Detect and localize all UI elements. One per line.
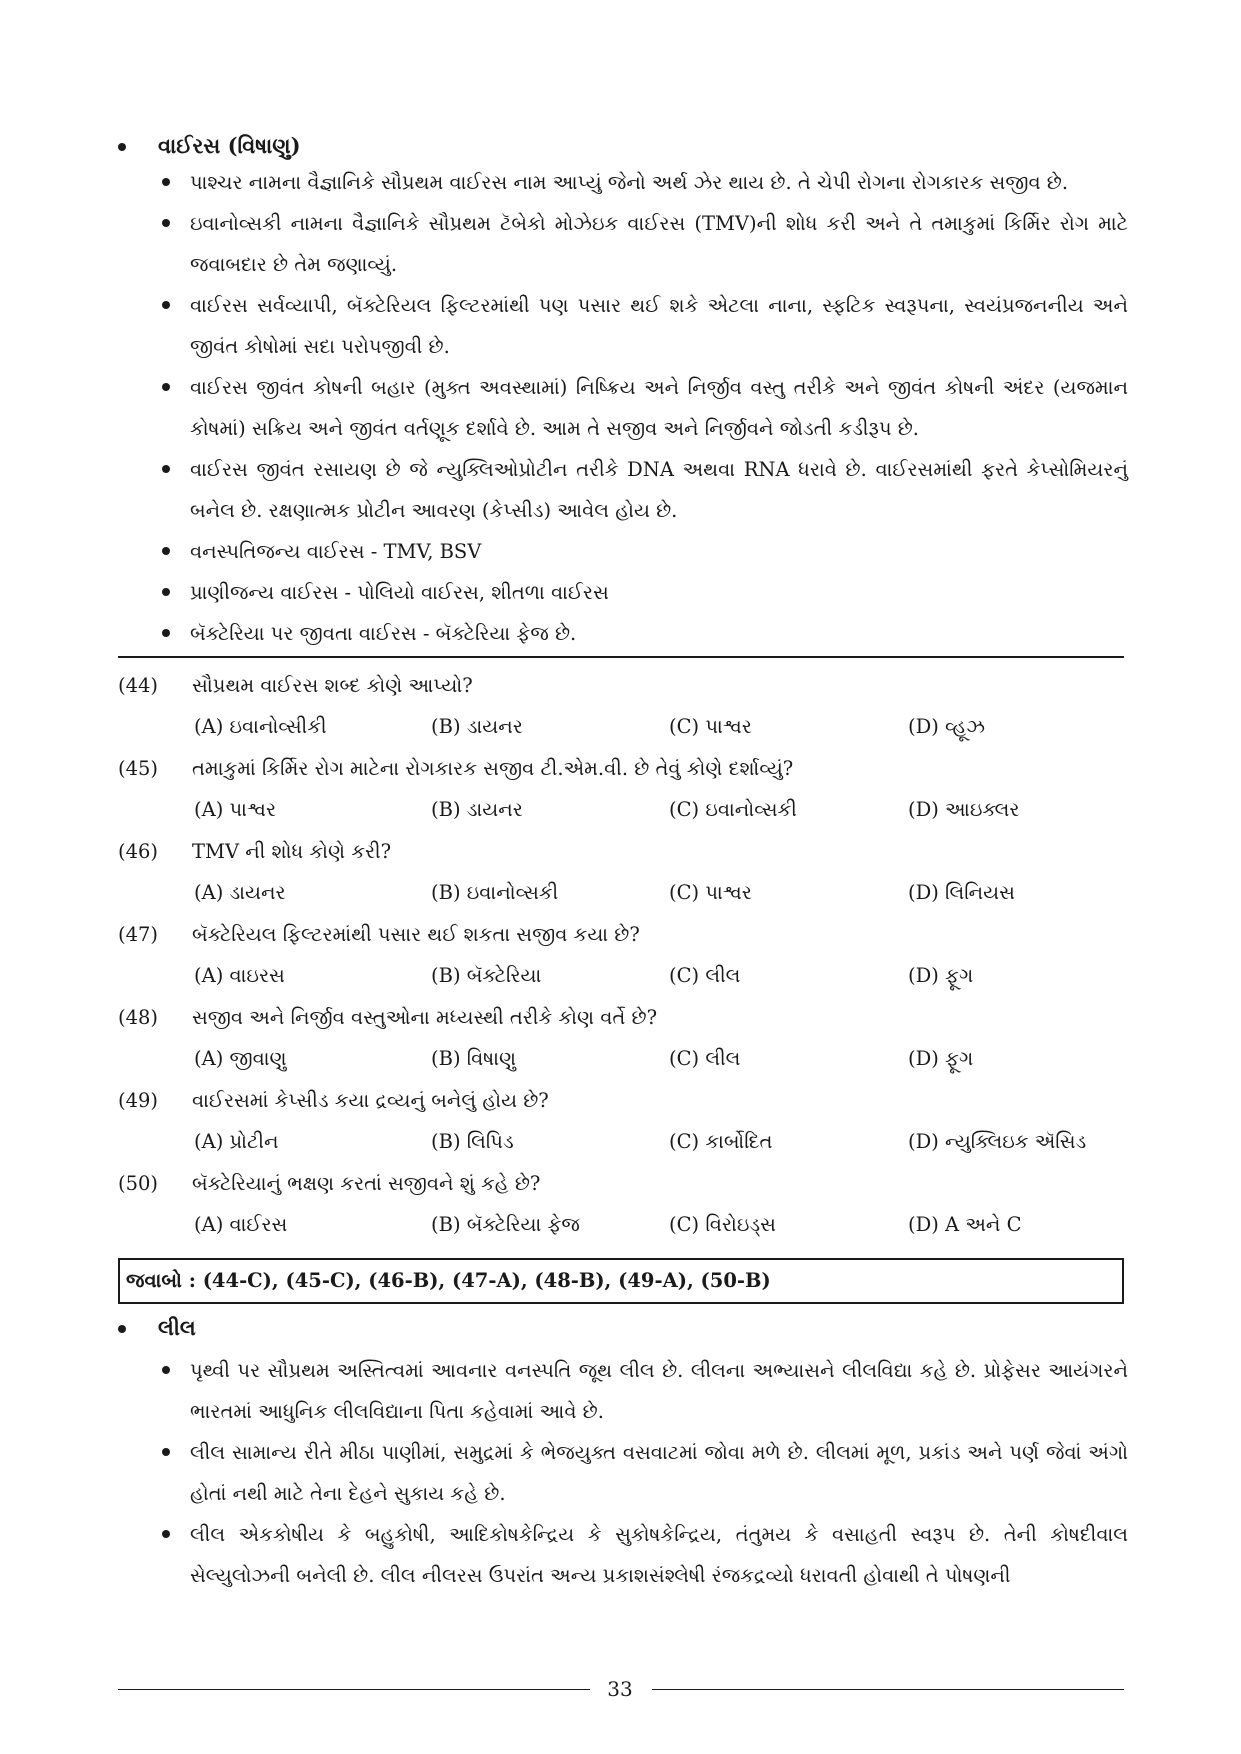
question-47 — [118, 917, 1128, 1000]
bullet-icon — [162, 588, 170, 596]
list-item: વનસ્પતિજન્ય વાઈરસ - TMV, BSV — [160, 531, 1128, 572]
option-d: (D) વ્હૂઝ — [908, 715, 986, 738]
list-item: વાઈરસ જીવંત રસાયણ છે જે ન્યુક્લિઓપ્રોટીન તરીકે DNA અથવા RNA ધરાવે છે. વાઈરસમાંથી ફરતે કેપ્સોમિયરનું બનેલ છે. રક્ષણાત્મક પ્રોટીન આવરણ (કેપ્સીડ) આવેલ હોય છે. — [160, 449, 1128, 531]
question-number: (49) — [118, 1089, 159, 1112]
option-d: (D) લિનિયસ — [908, 881, 1015, 904]
option-b: (B) લિપિડ — [431, 1130, 514, 1153]
option-a: (A) જીવાણુ — [194, 1047, 287, 1070]
list-item: લીલ સામાન્ય રીતે મીઠા પાણીમાં, સમુદ્રમાં કે ભેજયુક્ત વસવાટમાં જોવા મળે છે. લીલમાં મૂળ, પ્રકાંડ અને પર્ણ જેવાં અંગો હોતાં નથી માટે તેના દેહને સુકાય કહે છે. — [160, 1432, 1128, 1514]
option-c: (C) લીલ — [669, 1047, 741, 1070]
question-number: (47) — [118, 923, 159, 946]
option-b: (B) ઇવાનોવ્સકી — [431, 881, 559, 904]
option-a: (A) વાઇરસ — [194, 964, 285, 987]
bullet-icon — [162, 1530, 170, 1538]
virus-bullet-list — [160, 162, 1128, 654]
question-text: બૅક્ટેરિયાનું ભક્ષણ કરતાં સજીવને શું કહે છે? — [192, 1172, 541, 1195]
question-number: (44) — [118, 674, 159, 697]
option-d: (D) ન્યુક્લિઇક ઍસિડ — [908, 1130, 1087, 1153]
option-d: (D) ફૂગ — [908, 1047, 974, 1070]
question-text: તમાકુમાં કિર્મિર રોગ માટેના રોગકારક સજીવ ટી.એમ.વી. છે તેવું કોણે દર્શાવ્યું? — [192, 757, 794, 780]
option-d: (D) A અને C — [908, 1213, 1022, 1236]
option-a: (A) વાઈરસ — [194, 1213, 288, 1236]
question-48 — [118, 1000, 1128, 1083]
list-item: પ્રાણીજન્ય વાઈરસ - પોલિયો વાઈરસ, શીતળા વાઈરસ — [160, 572, 1128, 613]
option-b: (B) બૅક્ટેરિયા — [431, 964, 542, 987]
list-item: પૃથ્વી પર સૌપ્રથમ અસ્તિત્વમાં આવનાર વનસ્પતિ જૂથ લીલ છે. લીલના અભ્યાસને લીલવિદ્યા કહે છે. પ્રોફેસર આયંગરને ભારતમાં આધુનિક લીલવિદ્યાના પિતા કહેવામાં આવે છે. — [160, 1350, 1128, 1432]
option-c: (C) લીલ — [669, 964, 741, 987]
bullet-icon — [162, 1448, 170, 1456]
question-44 — [118, 668, 1128, 751]
footer-rule-right — [652, 1689, 1124, 1690]
answer-key-text: (44-C), (45-C), (46-B), (47-A), (48-B), (49-A), (50-B) — [202, 1269, 771, 1292]
option-c: (C) પાશ્વર — [669, 881, 752, 904]
question-list — [118, 668, 1128, 1249]
bullet-icon — [162, 178, 170, 186]
page-number: 33 — [607, 1677, 633, 1701]
option-c: (C) પાશ્વર — [669, 715, 752, 738]
question-text: બૅક્ટેરિયલ ફિલ્ટરમાંથી પસાર થઈ શકતા સજીવ કયા છે? — [192, 923, 640, 946]
question-49 — [118, 1083, 1128, 1166]
bullet-icon — [118, 1325, 126, 1333]
list-item: પાશ્ચર નામના વૈજ્ઞાનિકે સૌપ્રથમ વાઈરસ નામ આપ્યું જેનો અર્થ ઝેર થાય છે. તે ચેપી રોગના રોગકારક સજીવ છે. — [160, 162, 1128, 203]
bullet-icon — [162, 301, 170, 309]
algae-bullet-list — [160, 1350, 1128, 1596]
section-divider — [118, 656, 1124, 658]
option-b: (B) બૅક્ટેરિયા ફેજ — [431, 1213, 580, 1236]
option-a: (A) પાશ્વર — [194, 798, 277, 821]
question-50 — [118, 1166, 1128, 1249]
option-b: (B) ડાયનર — [431, 715, 523, 738]
option-c: (C) વિરોઇડ્સ — [669, 1213, 776, 1236]
option-c: (C) ઇવાનોવ્સકી — [669, 798, 797, 821]
document-page: વાઈરસ (વિષાણુ) પાશ્ચર નામના વૈજ્ઞાનિકે સૌપ્રથમ વાઈરસ નામ આપ્યું જેનો અર્થ ઝેર થાય છે. તે ચેપી રોગના રોગકારક સજીવ છે. ઇવાનોવ્સકી નામના વૈજ્ઞાનિકે સૌપ્રથમ ટૅબેકો મોઝેઇક વાઈરસ (TMV)ની શોધ કરી અને તે તમાકુમાં કિર્મિર રોગ માટે જવાબદાર છે તેમ જણાવ્યું. વાઈરસ સર્વવ્યાપી, બૅક્ટેરિયલ ફિલ્ટરમાંથી પણ પસાર થઈ શકે એટલા નાના, સ્ફટિક સ્વરૂપના, સ્વયંપ્રજનનીય અને જીવંત કોષોમાં સદા પરોપજીવી છે. વાઈરસ જીવંત કોષની બહાર (મુક્ત અવસ્થામાં) નિષ્ક્રિય અને નિર્જીવ વસ્તુ તરીકે અને જીવંત કોષની અંદર (યજમાન કોષમાં) સક્રિય અને જીવંત વર્તણૂક દર્શાવે છે. આમ તે સજીવ અને નિર્જીવને જોડતી કડીરૂપ છે. વાઈરસ જીવંત રસાયણ છે જે ન્યુક્લિઓપ્રોટીન તરીકે DNA અથવા RNA ધરાવે છે. વાઈરસમાંથી ફરતે કેપ્સોમિયરનું બનેલ છે. રક્ષણાત્મક પ્રોટીન આવરણ (કેપ્સીડ) આવેલ હોય છે. વનસ્પતિજન્ય વાઈરસ - TMV, BSV પ્રાણીજન્ય વાઈરસ - પોલિયો વાઈરસ, શીતળા વાઈરસ બૅક્ટેરિયા પર જીવતા વાઈરસ - બૅક્ટેરિયા ફેજ છે. (44) સૌપ્રથમ વાઈરસ શબ્દ કોણે આપ્યો? (A) ઇવાનોવ્સીકી (B) ડાયનર (C) પાશ્વર (D) વ્હૂઝ (45) તમાકુમાં કિર્મિર રોગ માટેના રોગકારક સજીવ ટી.એમ.વી. છે તેવું કોણે દર્શાવ્યું? (A) પાશ્વર (B) ડાયનર (C) ઇવાનોવ્સકી (D) આઇક્લર (46) TMV ની શોધ કોણે કરી? (A) ડાયનર (B) ઇવાનોવ્સકી (C) પાશ્વર (D) લિનિયસ (47) બૅક્ટેરિયલ ફિલ્ટરમાંથી પસાર થઈ શકતા સજીવ કયા છે? (A) વાઇરસ (B) બૅક્ટેરિયા (C) લીલ (D) ફૂગ (48) સજીવ અને નિર્જીવ વસ્તુઓના મધ્યસ્થી તરીકે કોણ વર્તે છે? (A) જીવાણુ (B) વિષાણુ (C) લીલ (D) ફૂગ (49) વાઈરસમાં કેપ્સીડ કયા દ્રવ્યનું બનેલું હોય છે? (A) પ્રોટીન (B) લિપિડ (C) કાર્બોદિત (D) ન્યુક્લિઇક ઍસિડ (50) બૅક્ટેરિયાનું ભક્ષણ કરતાં સજીવને શું કહે છે? (A) વાઈરસ (B) બૅક્ટેરિયા ફેજ (C) વિરોઇડ્સ (D) A અને C જવાબો : (44-C), (45-C), (46-B), (47-A), (48-B), (49-A), (50-B) લીલ પૃથ્વી પર સૌપ્રથમ અસ્તિત્વમાં આવનાર વનસ્પતિ જૂથ લીલ છે. લીલના અભ્યાસને લીલવિદ્યા કહે છે. પ્રોફેસર આયંગરને ભારતમાં આધુનિક લીલવિદ્યાના પિતા કહેવામાં આવે છે. લીલ સામાન્ય રીતે મીઠા પાણીમાં, સમુદ્રમાં કે ભેજયુક્ત વસવાટમાં જોવા મળે છે. લીલમાં મૂળ, પ્રકાંડ અને પર્ણ જેવાં અંગો હોતાં નથી માટે તેના દેહને સુકાય કહે છે. લીલ એકકોષીય કે બહુકોષી, આદિકોષકેન્દ્રિય કે સુકોષકેન્દ્રિય, તંતુમય કે વસાહતી સ્વરૂપ છે. તેની કોષદીવાલ સેલ્યુલોઝની બનેલી છે. લીલ નીલરસ ઉપરાંત અન્ય પ્રકાશસંશ્લેષી રંજકદ્રવ્યો ધરાવતી હોવાથી તે પોષણની 33 — [0, 0, 1241, 1754]
option-b: (B) ડાયનર — [431, 798, 523, 821]
question-text: સૌપ્રથમ વાઈરસ શબ્દ કોણે આપ્યો? — [192, 674, 473, 697]
option-d: (D) આઇક્લર — [908, 798, 1020, 821]
list-item: લીલ એકકોષીય કે બહુકોષી, આદિકોષકેન્દ્રિય કે સુકોષકેન્દ્રિય, તંતુમય કે વસાહતી સ્વરૂપ છે. તેની કોષદીવાલ સેલ્યુલોઝની બનેલી છે. લીલ નીલરસ ઉપરાંત અન્ય પ્રકાશસંશ્લેષી રંજકદ્રવ્યો ધરાવતી હોવાથી તે પોષણની — [160, 1514, 1128, 1596]
question-number: (46) — [118, 840, 159, 863]
question-46 — [118, 834, 1128, 917]
option-c: (C) કાર્બોદિત — [669, 1130, 773, 1153]
bullet-icon — [162, 547, 170, 555]
bullet-icon — [162, 465, 170, 473]
option-a: (A) ઇવાનોવ્સીકી — [194, 715, 327, 738]
option-b: (B) વિષાણુ — [431, 1047, 516, 1070]
bullet-icon — [162, 383, 170, 391]
list-item: ઇવાનોવ્સકી નામના વૈજ્ઞાનિકે સૌપ્રથમ ટૅબેકો મોઝેઇક વાઈરસ (TMV)ની શોધ કરી અને તે તમાકુમાં કિર્મિર રોગ માટે જવાબદાર છે તેમ જણાવ્યું. — [160, 203, 1128, 285]
question-number: (50) — [118, 1172, 159, 1195]
list-item: બૅક્ટેરિયા પર જીવતા વાઈરસ - બૅક્ટેરિયા ફેજ છે. — [160, 613, 1128, 654]
option-a: (A) પ્રોટીન — [194, 1130, 279, 1153]
option-d: (D) ફૂગ — [908, 964, 974, 987]
question-number: (45) — [118, 757, 159, 780]
question-number: (48) — [118, 1006, 159, 1029]
bullet-icon — [162, 219, 170, 227]
bullet-icon — [118, 143, 126, 151]
question-text: વાઈરસમાં કેપ્સીડ કયા દ્રવ્યનું બનેલું હોય છે? — [192, 1089, 549, 1112]
question-45 — [118, 751, 1128, 834]
list-item: વાઈરસ જીવંત કોષની બહાર (મુક્ત અવસ્થામાં) નિષ્ક્રિય અને નિર્જીવ વસ્તુ તરીકે અને જીવંત કોષની અંદર (યજમાન કોષમાં) સક્રિય અને જીવંત વર્તણૂક દર્શાવે છે. આમ તે સજીવ અને નિર્જીવને જોડતી કડીરૂપ છે. — [160, 367, 1128, 449]
question-text: સજીવ અને નિર્જીવ વસ્તુઓના મધ્યસ્થી તરીકે કોણ વર્તે છે? — [192, 1006, 658, 1029]
answer-key-box — [118, 1258, 1124, 1304]
list-item: વાઈરસ સર્વવ્યાપી, બૅક્ટેરિયલ ફિલ્ટરમાંથી પણ પસાર થઈ શકે એટલા નાના, સ્ફટિક સ્વરૂપના, સ્વયંપ્રજનનીય અને જીવંત કોષોમાં સદા પરોપજીવી છે. — [160, 285, 1128, 367]
footer-rule-left — [118, 1689, 590, 1690]
question-text: TMV ની શોધ કોણે કરી? — [192, 840, 392, 863]
answer-key-label: જવાબો : — [126, 1269, 196, 1292]
bullet-icon — [162, 1366, 170, 1374]
option-a: (A) ડાયનર — [194, 881, 286, 904]
bullet-icon — [162, 629, 170, 637]
